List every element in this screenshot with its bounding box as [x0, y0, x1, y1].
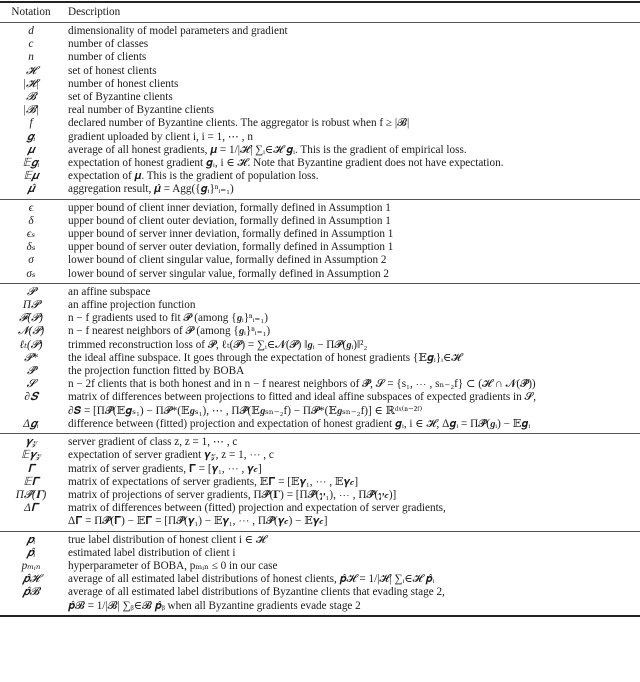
- notation-symbol: Π𝓟̂(𝚪): [15, 488, 47, 501]
- notation-symbol: 𝒑̂ᵢ: [26, 546, 36, 559]
- table-row: [0, 449, 640, 462]
- table-row: [0, 547, 640, 560]
- table-row: [0, 215, 640, 228]
- notation-description: an affine subspace: [68, 285, 151, 298]
- table-row: [0, 202, 640, 215]
- table-row: [0, 463, 640, 476]
- notation-description: trimmed reconstruction loss of 𝓟, ℓₜ(𝓟) = ∑ᵢ∈𝓝(𝓟) ‖𝒈ᵢ − Π𝓟(𝒈ᵢ)‖²₂: [68, 338, 368, 351]
- table-row: [0, 365, 640, 378]
- table-row: [0, 436, 640, 449]
- notation-description: upper bound of client outer deviation, formally defined in Assumption 1: [68, 214, 391, 227]
- notation-symbol: 𝒑̂𝓑: [22, 586, 40, 599]
- table-row: [0, 183, 640, 196]
- notation-description: lower bound of client singular value, formally defined in Assumption 2: [68, 254, 387, 267]
- table-row: [0, 38, 640, 51]
- table-row-continuation: [0, 405, 640, 418]
- notation-symbol: δ: [28, 214, 34, 227]
- notation-symbol: 𝚪: [27, 462, 35, 475]
- table-row: [0, 91, 640, 104]
- table-row: [0, 131, 640, 144]
- notation-description: declared number of Byzantine clients. The aggregator is robust when f ≥ |𝓑|: [68, 117, 410, 130]
- notation-description: n − f nearest neighbors of 𝓟 (among {𝒈ᵢ}ⁿᵢ₌₁): [68, 325, 271, 338]
- table-row-continuation: [0, 515, 640, 528]
- notation-description: aggregation result, 𝝁̂ = Agg({𝒈ᵢ}ⁿᵢ₌₁): [68, 183, 234, 196]
- table-row: [0, 489, 640, 502]
- table-row: [0, 502, 640, 515]
- notation-description: estimated label distribution of client i: [68, 546, 236, 559]
- table-row: [0, 378, 640, 391]
- empty-notation-cell: [0, 600, 62, 613]
- table-section: [0, 434, 640, 530]
- table-row-continuation: [0, 600, 640, 613]
- notation-description: average of all estimated label distributions of Byzantine clients that evading stage 2,: [68, 586, 445, 599]
- table-row: [0, 299, 640, 312]
- notation-description: matrix of projections of server gradients, Π𝓟̂(𝚪) = [Π𝓟̂(𝜸₁), ⋯ , Π𝓟̂(𝜸𝒸)]: [68, 488, 397, 501]
- notation-symbol: 𝓑: [26, 91, 36, 104]
- notation-description: upper bound of client inner deviation, formally defined in Assumption 1: [68, 201, 391, 214]
- table-row: [0, 104, 640, 117]
- header-notation: Notation: [11, 5, 51, 18]
- notation-symbol: 𝔼𝒈ᵢ: [22, 157, 40, 170]
- notation-description: matrix of expectations of server gradients, 𝔼𝚪 = [𝔼𝜸₁, ⋯ , 𝔼𝜸𝒸]: [68, 475, 359, 488]
- notation-symbol: Δ𝒈ᵢ: [23, 417, 39, 430]
- bottom-rule: [0, 615, 640, 617]
- table-row: [0, 25, 640, 38]
- notation-description: expectation of 𝝁. This is the gradient of population loss.: [68, 170, 319, 183]
- notation-symbol: ϵₛ: [26, 228, 36, 241]
- notation-description: expectation of server gradient 𝜸𝓏, z = 1, ⋯ , c: [68, 449, 274, 462]
- notation-description: the projection function fitted by BOBA: [68, 365, 245, 378]
- notation-description: dimensionality of model parameters and gradient: [68, 25, 288, 37]
- notation-symbol: 𝓝(𝓟): [17, 325, 45, 338]
- notation-symbol: ℓₜ(𝓟): [19, 338, 43, 351]
- table-row: [0, 391, 640, 404]
- table-row: [0, 51, 640, 64]
- notation-description: real number of Byzantine clients: [68, 104, 215, 117]
- notation-description: matrix of differences between projections to fitted and ideal affine subspaces of expected gradients in 𝓢,: [68, 391, 537, 404]
- notation-description: n − 2f clients that is both honest and in n − f nearest neighbors of 𝓟̂, 𝓢 = {s₁, ⋯ , sₙ₋₂f} ⊂ (𝓗 ∩ 𝓝(𝓟̂)): [68, 378, 536, 391]
- notation-description: average of all honest gradients, 𝝁 = 1/|𝓗| ∑ᵢ∈𝓗 𝒈ᵢ. This is the gradient of empirical loss.: [68, 143, 467, 156]
- notation-symbol: 𝝁̂: [27, 183, 35, 196]
- notation-symbol: σ: [28, 254, 34, 267]
- notation-description: matrix of server gradients, 𝚪 = [𝜸₁, ⋯ , 𝜸𝒸]: [68, 462, 262, 475]
- notation-description: server gradient of class z, z = 1, ⋯ , c: [68, 436, 238, 449]
- notation-symbol: n: [28, 51, 34, 64]
- notation-symbol: 𝜸𝓏: [25, 436, 37, 449]
- notation-description: lower bound of server singular value, formally defined in Assumption 2: [68, 267, 389, 280]
- notation-description: average of all estimated label distributions of honest clients, 𝒑̂𝓗 = 1/|𝓗| ∑ᵢ∈𝓗 𝒑̂ᵢ: [68, 573, 435, 586]
- notation-symbol: δₛ: [26, 241, 36, 254]
- notation-symbol: |𝓑|: [22, 104, 40, 117]
- notation-symbol: d: [28, 25, 34, 37]
- notation-symbol: Δ𝚪: [24, 502, 38, 515]
- table-row: [0, 586, 640, 599]
- table-row: [0, 476, 640, 489]
- table-section: [0, 23, 640, 199]
- notation-symbol: Π𝓟: [22, 299, 40, 312]
- table-section: [0, 532, 640, 615]
- notation-symbol: f: [29, 117, 33, 130]
- notation-symbol: 𝒑̂𝓗: [22, 573, 40, 586]
- table-row: [0, 534, 640, 547]
- table-row: [0, 352, 640, 365]
- table-row: [0, 268, 640, 281]
- notation-symbol: ∂𝑺: [24, 391, 38, 404]
- notation-symbol: ϵ: [28, 201, 34, 214]
- notation-symbol: c: [28, 38, 34, 51]
- notation-description: set of honest clients: [68, 64, 157, 77]
- notation-description: number of honest clients: [68, 77, 179, 90]
- table-row: [0, 157, 640, 170]
- notation-symbol: 𝔼𝝁: [23, 170, 39, 183]
- empty-notation-cell: [0, 405, 62, 418]
- table-row: [0, 241, 640, 254]
- table-row: [0, 144, 640, 157]
- table-row: [0, 65, 640, 78]
- table-row: [0, 339, 640, 352]
- notation-symbol: 𝓟*: [24, 351, 38, 364]
- notation-description: the ideal affine subspace. It goes through the expectation of honest gradients {𝔼𝒈ᵢ}ᵢ∈𝓗: [68, 351, 462, 364]
- notation-symbol: 𝓗: [25, 64, 37, 77]
- table-row: [0, 117, 640, 130]
- table-row: [0, 78, 640, 91]
- notation-description-continued: Δ𝚪 = Π𝓟̂(𝚪) − 𝔼𝚪 = [Π𝓟̂(𝜸₁) − 𝔼𝜸₁, ⋯ , Π𝓟̂(𝜸𝒸) − 𝔼𝜸𝒸]: [68, 515, 328, 528]
- empty-notation-cell: [0, 515, 62, 528]
- notation-symbol: 𝓟: [26, 285, 36, 298]
- notation-symbol: σₛ: [26, 267, 36, 280]
- table-row: [0, 228, 640, 241]
- notation-description: true label distribution of honest client i ∈ 𝓗: [68, 533, 266, 546]
- notation-description: difference between (fitted) projection and expectation of honest gradient 𝒈ᵢ, i ∈ 𝓗, Δ𝒈ᵢ = Π𝓟̂(𝒈ᵢ) − 𝔼𝒈ᵢ: [68, 417, 531, 430]
- notation-table: [0, 1, 640, 617]
- table-row: [0, 170, 640, 183]
- notation-description: upper bound of server outer deviation, formally defined in Assumption 1: [68, 241, 394, 254]
- notation-symbol: 𝓟̂: [26, 365, 36, 378]
- notation-description: expectation of honest gradient 𝒈ᵢ, i ∈ 𝓗. Note that Byzantine gradient does not have expectation.: [68, 157, 504, 170]
- table-row: [0, 418, 640, 431]
- notation-symbol: 𝒈ᵢ: [26, 130, 36, 143]
- notation-description-continued: 𝒑̂𝓑 = 1/|𝓑| ∑ᵦ∈𝓑 𝒑̂ᵦ when all Byzantine gradients evade stage 2: [68, 599, 361, 612]
- header-description: Description: [68, 5, 121, 18]
- table-row: [0, 573, 640, 586]
- table-section: [0, 284, 640, 433]
- notation-description: number of classes: [68, 38, 149, 51]
- notation-symbol: 𝓕(𝓟): [19, 312, 43, 325]
- notation-description: n − f gradients used to fit 𝓟 (among {𝒈ᵢ}ⁿᵢ₌₁): [68, 312, 268, 325]
- notation-description: upper bound of server inner deviation, formally defined in Assumption 1: [68, 228, 394, 241]
- table-row: [0, 325, 640, 338]
- notation-symbol: 𝓢: [26, 378, 36, 391]
- table-row: [0, 254, 640, 267]
- table-row: [0, 312, 640, 325]
- notation-description-continued: ∂𝑺 = [Π𝓟̂(𝔼𝒈ₛ₁) − Π𝓟*(𝔼𝒈ₛ₁), ⋯ , Π𝓟̂(𝔼𝒈ₛₙ₋₂f) − Π𝓟*(𝔼𝒈ₛₙ₋₂f)] ∈ ℝᵈˣ⁽ⁿ⁻²ᶠ⁾: [68, 404, 423, 417]
- table-section: [0, 200, 640, 283]
- notation-symbol: 𝝁: [27, 143, 35, 156]
- notation-symbol: 𝔼𝜸𝓏: [21, 449, 41, 462]
- table-row: [0, 560, 640, 573]
- table-row: [0, 286, 640, 299]
- notation-symbol: 𝔼𝚪: [23, 475, 39, 488]
- notation-description: gradient uploaded by client i, i = 1, ⋯ , n: [68, 130, 253, 143]
- table-body: [0, 23, 640, 615]
- notation-description: set of Byzantine clients: [68, 91, 173, 104]
- notation-description: hyperparameter of BOBA, pₘᵢₙ ≤ 0 in our case: [68, 559, 278, 572]
- notation-description: an affine projection function: [68, 299, 196, 312]
- notation-symbol: pₘᵢₙ: [21, 559, 41, 572]
- notation-symbol: |𝓗|: [22, 77, 40, 90]
- notation-description: number of clients: [68, 51, 147, 64]
- notation-description: matrix of differences between (fitted) projection and expectation of server gradients,: [68, 502, 446, 515]
- notation-symbol: 𝒑ᵢ: [26, 533, 36, 546]
- table-header: [0, 3, 640, 22]
